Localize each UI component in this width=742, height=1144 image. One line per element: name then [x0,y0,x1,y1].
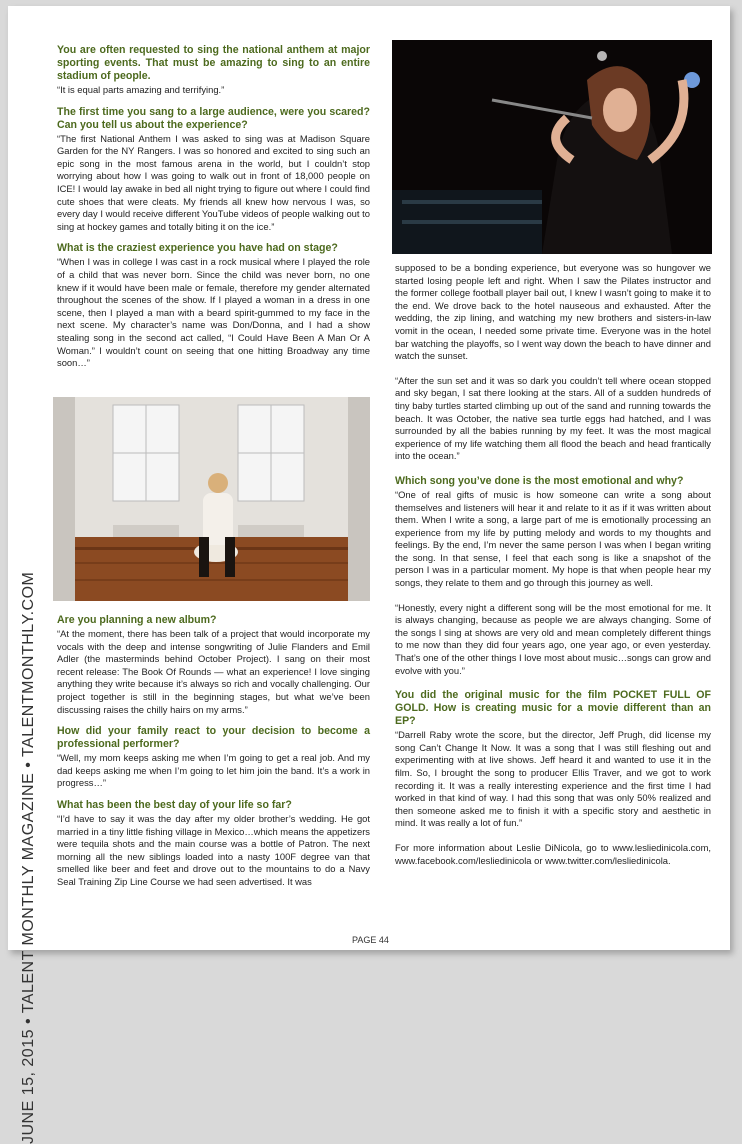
answer-text: “Honestly, every night a different song will be the most emotional for me. It is always changing, because as people we are always changing. Some of the songs I sing at shows are very old and mean completely different things to me now than they did four years ago, one year ago, or even yesterday. That’s one of the other things I love most about music…songs can grow and evolve with you.” [395,601,711,676]
question-heading: The first time you sang to a large audience, were you scared? Can you tell us about the experience? [57,105,370,131]
answer-text: “I’d have to say it was the day after my older brother’s wedding. He got married in a tiny little fishing village in Mexico…which means the appetizers were tequila shots and the main course was a bottle of Patron. The next morning all the new siblings loaded into a nasty 100F degree van that smelled like beer and feet and drove out to the mountains to do a Navy Seal Training Zip Line Course we had seen advertised. It was [57,812,370,887]
question-heading: What is the craziest experience you have had on stage? [57,242,338,255]
closing-info-text: For more information about Leslie DiNicola, go to www.lesliedinicola.com, www.facebook.com/lesliedinicola or www.twitter.com/lesliedinicola. [395,841,711,866]
right-column [395,262,711,876]
question-heading: Which song you’ve done is the most emotional and why? [395,474,684,487]
page-number: PAGE 44 [352,935,389,945]
spine-banner [20,42,50,1144]
answer-text: “Well, my mom keeps asking me when I’m going to get a real job. And my dad keeps asking me when I’m going to let him join the band. It’s a work in progress…” [57,752,370,789]
answer-text: “When I was in college I was cast in a rock musical where I played the role of a child that was never born. Since the child was never born, no one knew if it would have been male or female, therefore my gender alternated throughout the scenes of the show. If I played a woman in a dress in one scene, then I played a man with a beard spirit-gummed to my face in the next scene. My character’s name was Don/Donna, and I had a show stealing song in the second act called, “I Could Have Been A Man Or A Woman.” I wouldn’t count on seeing that one hitting Broadway any time soon…” [57,256,370,369]
photo-singer-seated [53,397,370,601]
question-heading: You did the original music for the film POCKET FULL OF GOLD. How is creating music for a movie different than an EP? [395,689,711,728]
left-column-bottom [57,614,370,898]
answer-text: “At the moment, there has been talk of a project that would incorporate my vocals with the deep and intense songwriting of Julie Flanders and Emil Adler (the masterminds behind October Project). I sang on their most recent release: The Book Of Rounds — what an experience! I love singing anything they write because it’s always so rich and vocally challenging. Our project together is still in the beginning stages, but what we’ve been discussing raises the chilly hairs on my arms.” [57,628,370,715]
answer-text: “Darrell Raby wrote the score, but the director, Jeff Prugh, did license my song Can’t Change It Now. It was a song that I was still fleshing out and experimenting with at live shows. Jeff heard it and wanted to use it in the film. So, I brought the song to producer Ellis Traver, and we got to work recording it. It was a really interesting experience and the first time I had worked in that kind of way. I had this song that was only 50% realized and then someone asked me to finish it with a specific story and aesthetic in mind. It was really a lot of fun.” [395,729,711,829]
question-heading: How did your family react to your decision to become a professional performer? [57,725,370,751]
question-heading: Are you planning a new album? [57,614,217,626]
answer-text: supposed to be a bonding experience, but everyone was so hungover we started losing people left and right. When I saw the Pilates instructor and the former college football player bail out, I knew I wasn’t going to make it to the end. We drove back to the hotel nauseous and exhausted. After the wedding, the zip lining, and watching my new brothers and sisters-in-law vomit in the ocean, I needed some private time. Everyone was in the hotel bar watching the playoffs, so I went way down the beach to have dinner and watch the sunset. [395,262,711,362]
question-heading: What has been the best day of your life so far? [57,798,292,811]
answer-text: “One of real gifts of music is how someone can write a song about themselves and listeners will hear it and relate to it as if it was written about them. When I write a song, a large part of me is emotionally processing an experience from my life by putting melody and words to my thoughts and feelings. By the end, I’m never the same person I was when I began writing the song. In that sense, I feel that each song is like a snapshot of the person I was in a particular moment. My hope is that when people hear my songs, they relate to them and go through this journey as well. [395,488,711,589]
answer-text: “The first National Anthem I was asked to sing was at Madison Square Garden for the NY Rangers. I was so honored and excited to sing such an epic song in the most famous arena in the world, but I couldn’t stop worrying about how I was going to walk out in front of 18,000 people on ICE! I would lay awake in bed all night trying to figure out where I could find cute shoes that were cleats. My friends all knew how nervous I was, so every day I would receive different YouTube videos of people walking out to sing at hockey games and totally biting it on the ice.” [57,132,370,232]
spine-text: JUNE 15, 2015 • TALENT MONTHLY MAGAZINE • TALENTMONTHLY.COM [20,571,37,1144]
photo-singer-performing [392,40,712,254]
answer-text: “It is equal parts amazing and terrifying.” [57,84,225,95]
question-heading: You are often requested to sing the national anthem at major sporting events. That must be amazing to sing to an entire stadium of people. [57,44,370,82]
answer-text: “After the sun set and it was so dark you couldn’t tell where ocean stopped and sky began, I sat there looking at the stars. All of a sudden hundreds of tiny baby turtles started climbing up out of the sand and running towards the beach. It was October, the native sea turtle eggs had hatched, and I was surrounded by all the babies running by my feet. It was the most magical experience of my life watching them all flood the beach and head frantically into the ocean.” [395,374,711,462]
left-column-top [57,44,370,379]
